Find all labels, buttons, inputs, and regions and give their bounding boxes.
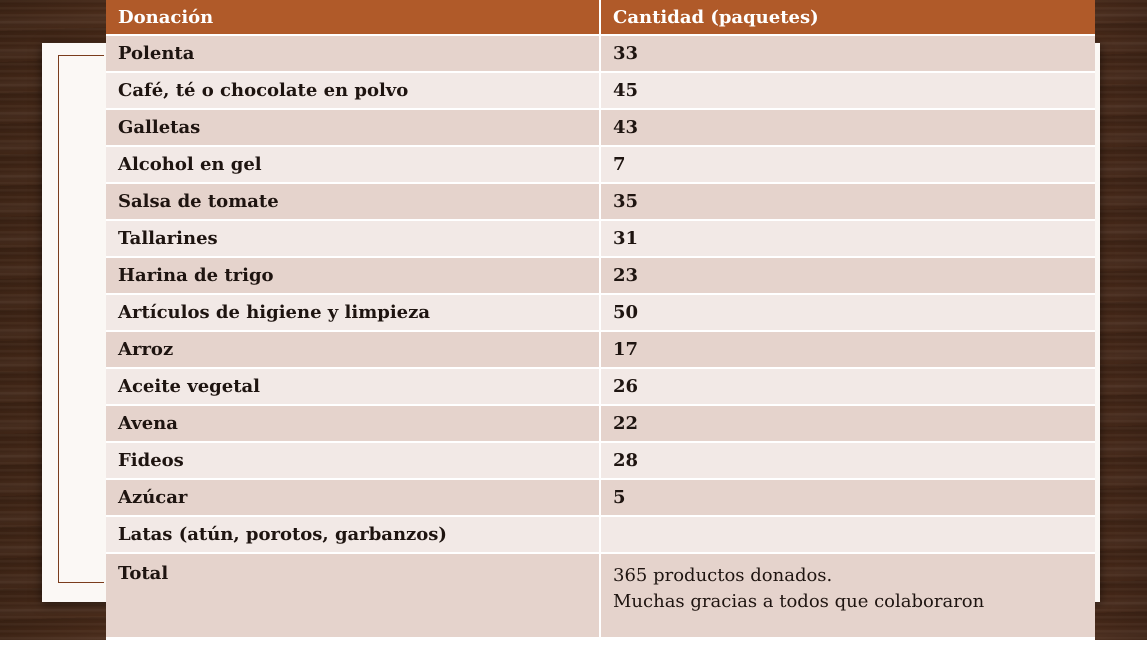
- table-row: [106, 441, 1095, 478]
- donation-item: Aceite vegetal: [118, 376, 261, 397]
- donation-item: Latas (atún, porotos, garbanzos): [118, 524, 447, 545]
- table-row: [106, 145, 1095, 182]
- table-row: [106, 219, 1095, 256]
- bottom-edge: [0, 640, 1147, 645]
- table-row: [106, 293, 1095, 330]
- table-row: [106, 515, 1095, 552]
- donation-quantity: 26: [599, 369, 1095, 404]
- donation-quantity: 43: [599, 110, 1095, 145]
- table-row: [106, 404, 1095, 441]
- donation-quantity: [599, 517, 1095, 552]
- table-row: [106, 330, 1095, 367]
- donations-table: [106, 0, 1095, 640]
- total-line-1: 365 productos donados.: [613, 565, 833, 586]
- table-row: [106, 108, 1095, 145]
- donation-quantity: 28: [599, 443, 1095, 478]
- donation-quantity: 35: [599, 184, 1095, 219]
- donation-item: Avena: [118, 413, 178, 434]
- total-label: Total: [118, 563, 169, 584]
- donation-item: Café, té o chocolate en polvo: [118, 80, 409, 101]
- table-row: [106, 34, 1095, 71]
- donation-item: Azúcar: [118, 487, 188, 508]
- table-row: [106, 478, 1095, 515]
- donation-item: Arroz: [118, 339, 174, 360]
- donation-quantity: 45: [599, 73, 1095, 108]
- donation-item: Artículos de higiene y limpieza: [118, 302, 431, 323]
- donation-item: Tallarines: [118, 228, 218, 249]
- donation-quantity: 23: [599, 258, 1095, 293]
- donation-quantity: 50: [599, 295, 1095, 330]
- table-row: [106, 256, 1095, 293]
- donation-item: Galletas: [118, 117, 201, 138]
- donation-quantity: 17: [599, 332, 1095, 367]
- table-row: [106, 71, 1095, 108]
- table-header-row: [106, 0, 1095, 34]
- donation-item: Salsa de tomate: [118, 191, 279, 212]
- decorative-bracket: [58, 55, 104, 583]
- table-row: [106, 367, 1095, 404]
- table-row: [106, 182, 1095, 219]
- header-donacion: Donación: [118, 6, 214, 28]
- donation-quantity: 33: [599, 36, 1095, 71]
- header-cantidad: Cantidad (paquetes): [599, 0, 1095, 34]
- donation-quantity: 22: [599, 406, 1095, 441]
- donation-quantity: 31: [599, 221, 1095, 256]
- total-value: [599, 554, 1095, 637]
- donation-item: Harina de trigo: [118, 265, 274, 286]
- total-line-2: Muchas gracias a todos que colaboraron: [613, 591, 985, 612]
- donation-quantity: 7: [599, 147, 1095, 182]
- donation-item: Alcohol en gel: [118, 154, 262, 175]
- donation-item: Polenta: [118, 43, 195, 64]
- donation-item: Fideos: [118, 450, 184, 471]
- total-row: [106, 552, 1095, 637]
- donation-quantity: 5: [599, 480, 1095, 515]
